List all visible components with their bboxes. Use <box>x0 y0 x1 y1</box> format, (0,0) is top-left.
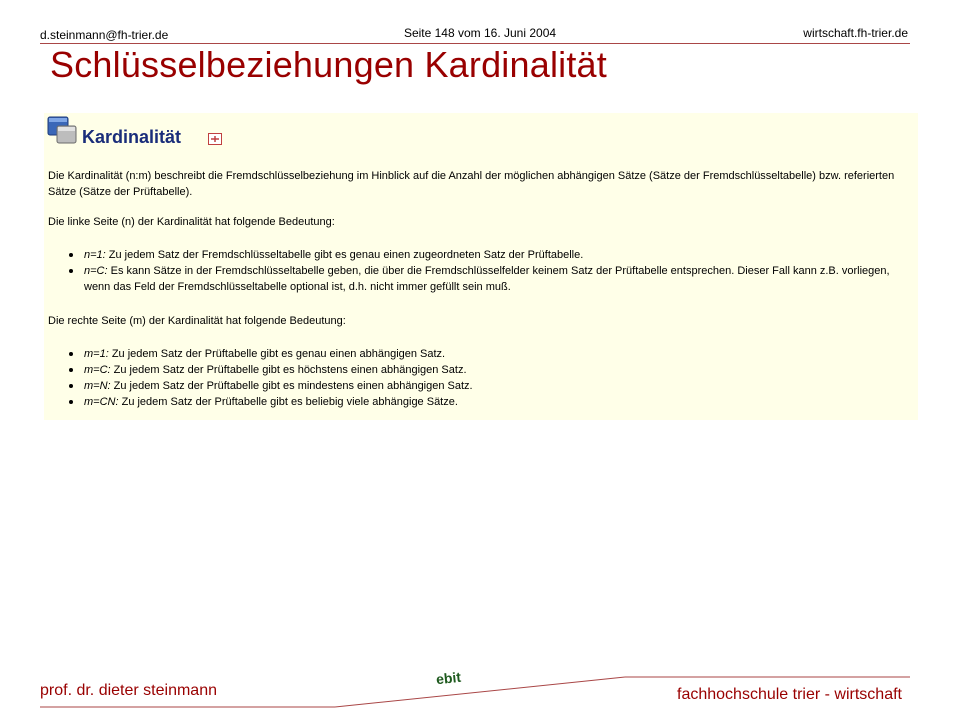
list-item <box>44 263 904 295</box>
expand-icon[interactable] <box>208 133 222 145</box>
cardinality-text: Zu jedem Satz der Prüftabelle gibt es höchstens einen abhängigen Satz. <box>113 364 467 376</box>
cardinality-label: n=C: <box>84 265 108 277</box>
footer-institution: fachhochschule trier - wirtschaft <box>677 686 902 703</box>
header-page-info: Seite 148 vom 16. Juni 2004 <box>403 26 557 40</box>
bullet-icon <box>69 253 73 257</box>
cardinality-text: Zu jedem Satz der Fremdschlüsseltabelle gibt es genau einen zugeordneten Satz der Prüftabelle. <box>108 249 584 261</box>
windows-stack-icon <box>46 115 78 145</box>
header-email: d.steinmann@fh-trier.de <box>40 28 169 42</box>
list-item <box>44 362 904 378</box>
right-side-list <box>44 346 904 410</box>
cardinality-label: m=1: <box>84 348 109 360</box>
footer-brand-logo: ebit <box>435 668 462 688</box>
cardinality-text: Es kann Sätze in der Fremdschlüsseltabelle geben, die über die Fremdschlüsselfelder keinem Satz der Prüftabelle entsprechen. Dieser Fall kann z.B. vorliegen, wenn das Feld der Fremdschlüsseltabelle optional ist, d.h. nicht immer gefüllt sein muß. <box>84 265 890 293</box>
bullet-icon <box>69 384 73 388</box>
slide-title: Schlüsselbeziehungen Kardinalität <box>50 44 607 85</box>
bullet-icon <box>69 352 73 356</box>
cardinality-label: m=CN: <box>84 396 119 408</box>
left-side-intro: Die linke Seite (n) der Kardinalität hat folgende Bedeutung: <box>48 216 335 228</box>
list-item <box>44 247 904 263</box>
header-site: wirtschaft.fh-trier.de <box>803 26 908 40</box>
cardinality-text: Zu jedem Satz der Prüftabelle gibt es mindestens einen abhängigen Satz. <box>113 380 473 392</box>
right-side-intro: Die rechte Seite (m) der Kardinalität hat folgende Bedeutung: <box>48 315 346 327</box>
list-item <box>44 378 904 394</box>
cardinality-text: Zu jedem Satz der Prüftabelle gibt es beliebig viele abhängige Sätze. <box>121 396 458 408</box>
cardinality-text: Zu jedem Satz der Prüftabelle gibt es genau einen abhängigen Satz. <box>111 348 446 360</box>
bullet-icon <box>69 400 73 404</box>
panel-heading: Kardinalität <box>82 127 182 147</box>
bullet-icon <box>69 269 73 273</box>
left-side-list <box>44 247 904 295</box>
content-panel <box>44 113 918 420</box>
intro-paragraph: Die Kardinalität (n:m) beschreibt die Fremdschlüsselbeziehung im Hinblick auf die Anzahl der möglichen abhängigen Sätze (Sätze der Fremdschlüsseltabelle) bzw. referierten Sätze (Sätze der Prüftabelle). <box>48 170 895 198</box>
bullet-icon <box>69 368 73 372</box>
list-item <box>44 346 904 362</box>
cardinality-label: m=N: <box>84 380 111 392</box>
list-item <box>44 394 904 410</box>
footer-author: prof. dr. dieter steinmann <box>40 682 217 699</box>
cardinality-label: n=1: <box>84 249 106 261</box>
cardinality-label: m=C: <box>84 364 111 376</box>
